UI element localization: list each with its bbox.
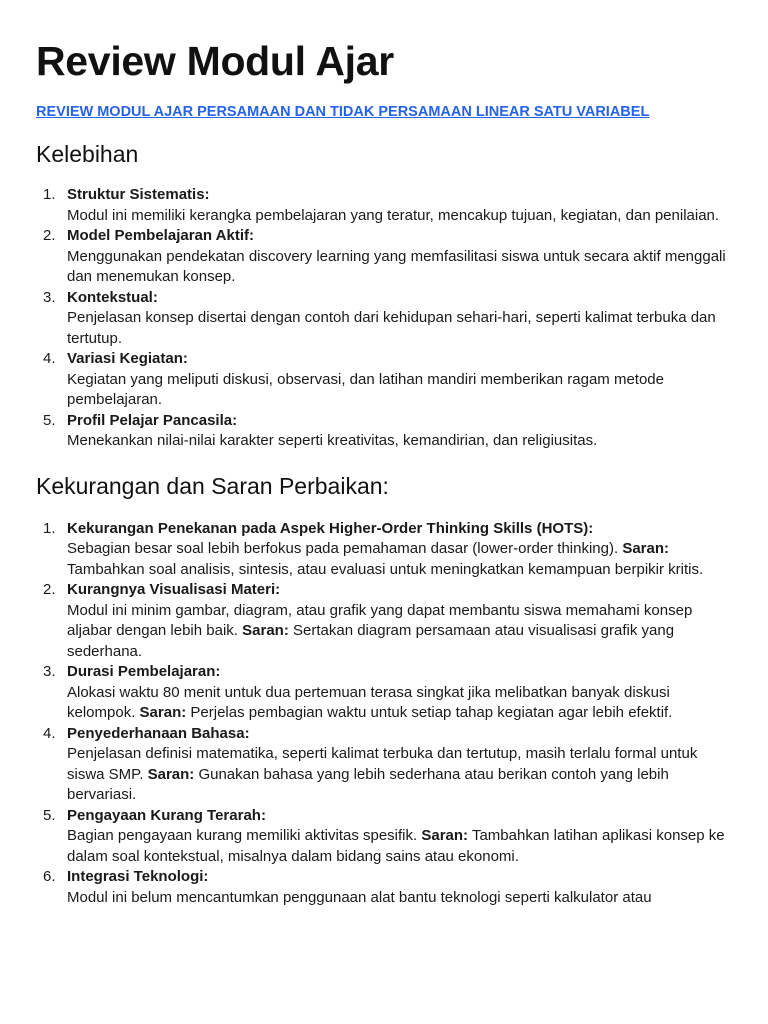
list-item	[36, 411, 732, 452]
item-title: Kekurangan Penekanan pada Aspek Higher-Order Thinking Skills (HOTS):	[67, 519, 594, 537]
item-desc-text: Alokasi waktu 80 menit untuk dua pertemuan terasa singkat jika melibatkan banyak diskusi kelompok.	[67, 683, 670, 721]
item-description: Penjelasan konsep disertai dengan contoh dari kehidupan sehari-hari, seperti kalimat terbuka dan tertutup.	[67, 309, 716, 347]
item-number: 6.	[43, 868, 56, 885]
saran-label: Saran:	[139, 704, 187, 721]
item-number: 2.	[43, 581, 56, 598]
list-item	[36, 349, 732, 411]
list-item	[36, 867, 732, 908]
item-description	[67, 601, 732, 663]
item-number: 5.	[43, 806, 56, 824]
item-number: 3.	[43, 663, 56, 680]
item-desc-text: Sebagian besar soal lebih berfokus pada pemahaman dasar (lower-order thinking).	[67, 540, 619, 557]
item-description: Menggunakan pendekatan discovery learning yang memfasilitasi siswa untuk secara aktif menggali dan menemukan konsep.	[67, 247, 726, 285]
item-desc-text: Bagian pengayaan kurang memiliki aktivitas spesifik.	[67, 827, 418, 844]
list-item	[36, 662, 732, 724]
item-title: Struktur Sistematis:	[67, 186, 210, 203]
saran-text: Tambahkan latihan aplikasi konsep ke dalam soal kontekstual, misalnya dalam bidang sains atau ekonomi.	[67, 827, 725, 865]
item-number: 2.	[43, 227, 56, 244]
item-number: 1.	[43, 519, 56, 537]
list-item	[36, 226, 732, 288]
item-description	[67, 539, 732, 580]
kekurangan-list	[36, 519, 732, 909]
section-heading-kelebihan: Kelebihan	[36, 141, 139, 167]
item-description: Modul ini belum mencantumkan penggunaan alat bantu teknologi seperti kalkulator atau	[67, 888, 652, 906]
item-description: Menekankan nilai-nilai karakter seperti kreativitas, kemandirian, dan religiusitas.	[67, 432, 598, 449]
saran-text: Sertakan diagram persamaan atau visualisasi grafik yang sederhana.	[67, 622, 675, 660]
saran-label: Saran:	[242, 622, 289, 639]
item-number: 5.	[43, 411, 56, 429]
list-item	[36, 724, 732, 806]
kelebihan-list	[36, 185, 732, 452]
item-number: 4.	[43, 724, 56, 742]
item-desc-text: Penjelasan definisi matematika, seperti kalimat terbuka dan tertutup, masih terlalu formal untuk siswa SMP.	[67, 745, 698, 783]
item-desc-text: Modul ini minim gambar, diagram, atau grafik yang dapat membantu siswa memahami konsep aljabar dengan lebih baik.	[67, 601, 693, 639]
saran-text: Perjelas pembagian waktu untuk setiap tahap kegiatan agar lebih efektif.	[190, 704, 673, 721]
item-description: Modul ini memiliki kerangka pembelajaran yang teratur, mencakup tujuan, kegiatan, dan penilaian.	[67, 206, 720, 224]
list-item	[36, 519, 732, 581]
item-title: Penyederhanaan Bahasa:	[67, 724, 250, 742]
saran-label: Saran:	[147, 765, 195, 783]
item-description	[67, 826, 732, 867]
item-title: Profil Pelajar Pancasila:	[67, 411, 238, 429]
saran-text: Tambahkan soal analisis, sintesis, atau evaluasi untuk meningkatkan kemampuan berpikir kritis.	[67, 560, 704, 578]
saran-text: Gunakan bahasa yang lebih sederhana atau berikan contoh yang lebih bervariasi.	[67, 765, 669, 803]
saran-label: Saran:	[421, 827, 469, 844]
list-item	[36, 288, 732, 350]
item-description: Kegiatan yang meliputi diskusi, observasi, dan latihan mandiri memberikan ragam metode pembelajaran.	[67, 370, 664, 408]
section-heading-kekurangan: Kekurangan dan Saran Perbaikan:	[36, 472, 389, 499]
item-title: Kurangnya Visualisasi Materi:	[67, 581, 281, 598]
item-title: Integrasi Teknologi:	[67, 868, 209, 885]
item-title: Model Pembelajaran Aktif:	[67, 227, 254, 244]
item-title: Kontekstual:	[67, 288, 158, 306]
item-number: 1.	[43, 186, 56, 203]
list-item	[36, 580, 732, 662]
page-title: Review Modul Ajar	[36, 38, 394, 84]
saran-label: Saran:	[622, 540, 670, 557]
list-item	[36, 185, 732, 226]
item-title: Durasi Pembelajaran:	[67, 663, 221, 680]
list-item	[36, 806, 732, 868]
item-description	[67, 744, 732, 806]
document-link[interactable]: REVIEW MODUL AJAR PERSAMAAN DAN TIDAK PERSAMAAN LINEAR SATU VARIABEL	[36, 104, 650, 120]
item-title: Pengayaan Kurang Terarah:	[67, 806, 266, 824]
item-number: 4.	[43, 350, 56, 367]
item-description	[67, 683, 732, 724]
item-number: 3.	[43, 288, 56, 306]
item-title: Variasi Kegiatan:	[67, 350, 188, 367]
